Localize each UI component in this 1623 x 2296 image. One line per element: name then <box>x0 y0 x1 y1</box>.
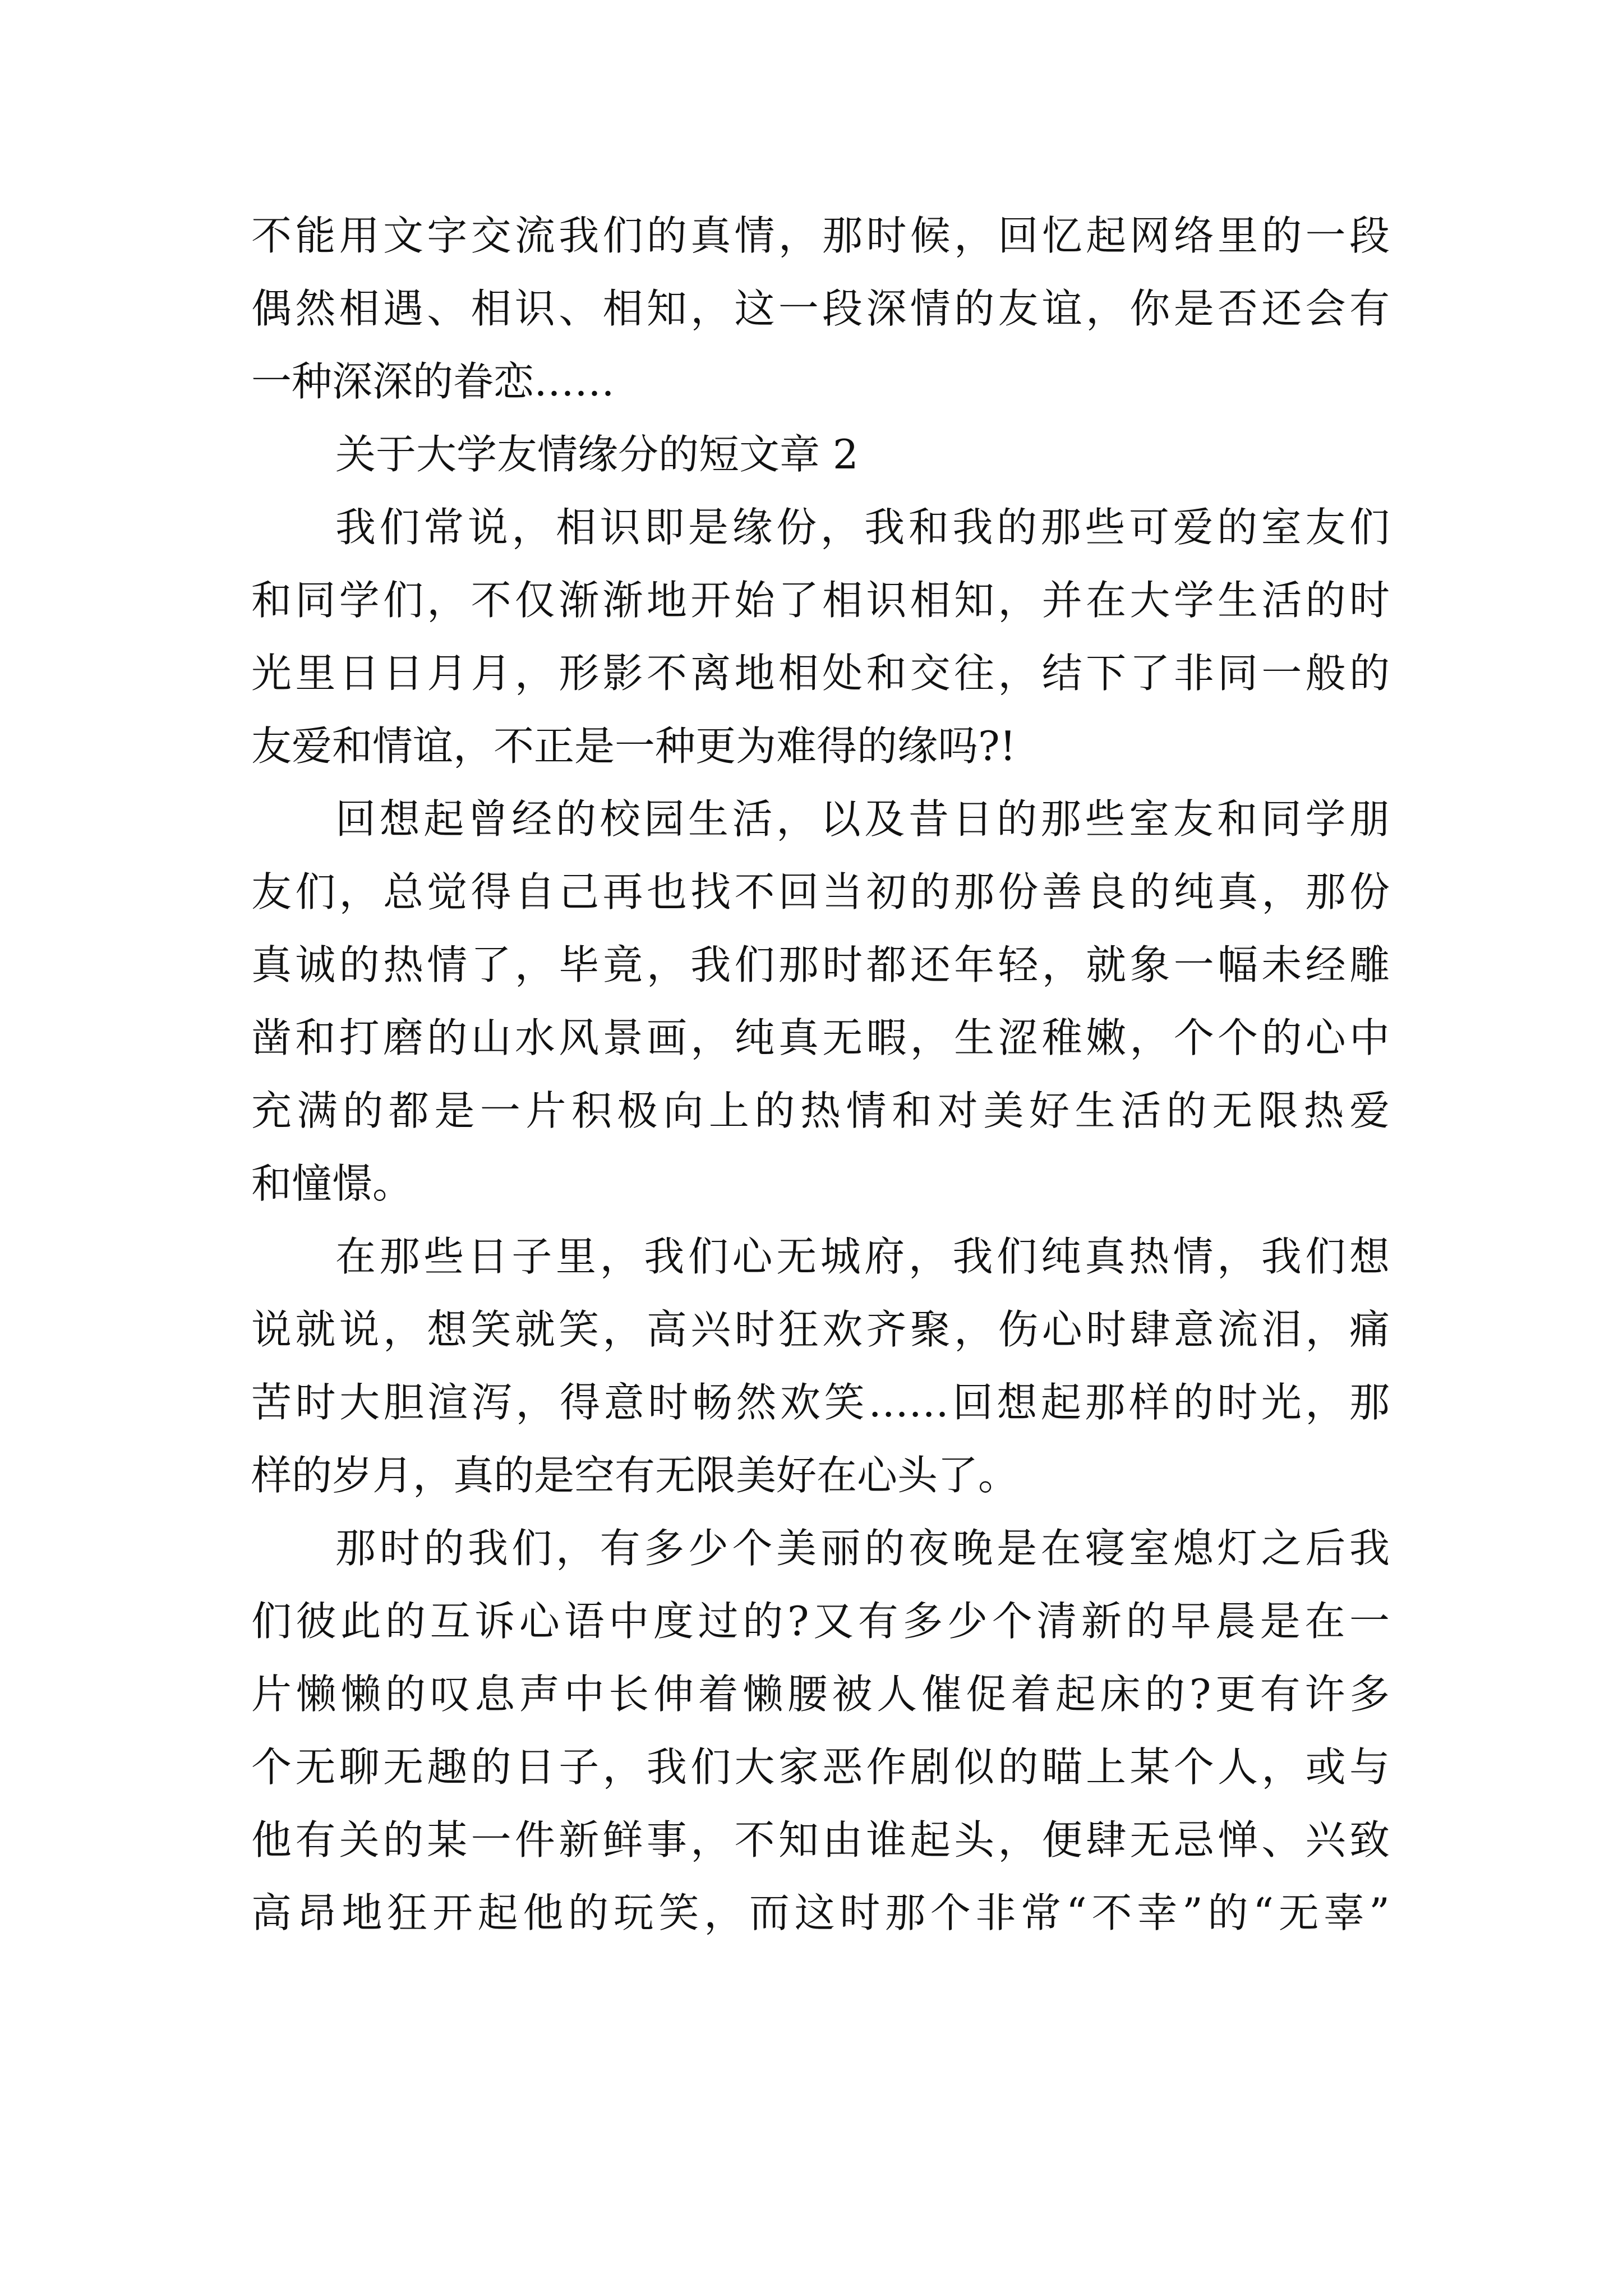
text-line: 真诚的热情了，毕竟，我们那时都还年轻，就象一幅未经雕 <box>251 941 1390 988</box>
text-line: 充满的都是一片积极向上的热情和对美好生活的无限热爱 <box>251 1087 1390 1134</box>
text-line: 苦时大胆渲泻，得意时畅然欢笑……回想起那样的时光，那 <box>251 1379 1390 1426</box>
section-heading: 关于大学友情缘分的短文章 2 <box>335 431 859 478</box>
text-line: 片懒懒的叹息声中长伸着懒腰被人催促着起床的?更有许多 <box>251 1671 1390 1718</box>
text-line: 不能用文字交流我们的真情，那时候，回忆起网络里的一段 <box>251 212 1390 259</box>
body-text <box>251 199 1390 1949</box>
text-line: 和憧憬。 <box>251 1160 413 1207</box>
text-line: 高昂地狂开起他的玩笑，而这时那个非常“不幸”的“无辜” <box>251 1889 1390 1936</box>
text-line: 我们常说，相识即是缘份，我和我的那些可爱的室友们 <box>335 504 1390 551</box>
text-line: 那时的我们，有多少个美丽的夜晚是在寝室熄灯之后我 <box>335 1525 1390 1572</box>
text-line: 友们，总觉得自己再也找不回当初的那份善良的纯真，那份 <box>251 868 1390 915</box>
text-line: 们彼此的互诉心语中度过的?又有多少个清新的早晨是在一 <box>251 1598 1390 1645</box>
text-line: 样的岁月，真的是空有无限美好在心头了。 <box>251 1452 1019 1499</box>
text-line: 友爱和情谊，不正是一种更为难得的缘吗?! <box>251 723 1016 770</box>
text-line: 光里日日月月，形影不离地相处和交往，结下了非同一般的 <box>251 650 1390 697</box>
text-line: 偶然相遇、相识、相知，这一段深情的友谊，你是否还会有 <box>251 285 1390 332</box>
text-line: 回想起曾经的校园生活，以及昔日的那些室友和同学朋 <box>335 795 1390 843</box>
text-line: 他有关的某一件新鲜事，不知由谁起头，便肆无忌惮、兴致 <box>251 1816 1390 1864</box>
text-line: 一种深深的眷恋…… <box>251 358 615 405</box>
text-line: 凿和打磨的山水风景画，纯真无暇，生涩稚嫩，个个的心中 <box>251 1014 1390 1061</box>
text-line: 个无聊无趣的日子，我们大家恶作剧似的瞄上某个人，或与 <box>251 1743 1390 1791</box>
text-line: 说就说，想笑就笑，高兴时狂欢齐聚，伤心时肆意流泪，痛 <box>251 1306 1390 1353</box>
text-line: 和同学们，不仅渐渐地开始了相识相知，并在大学生活的时 <box>251 577 1390 624</box>
text-line: 在那些日子里，我们心无城府，我们纯真热情，我们想 <box>335 1233 1390 1280</box>
